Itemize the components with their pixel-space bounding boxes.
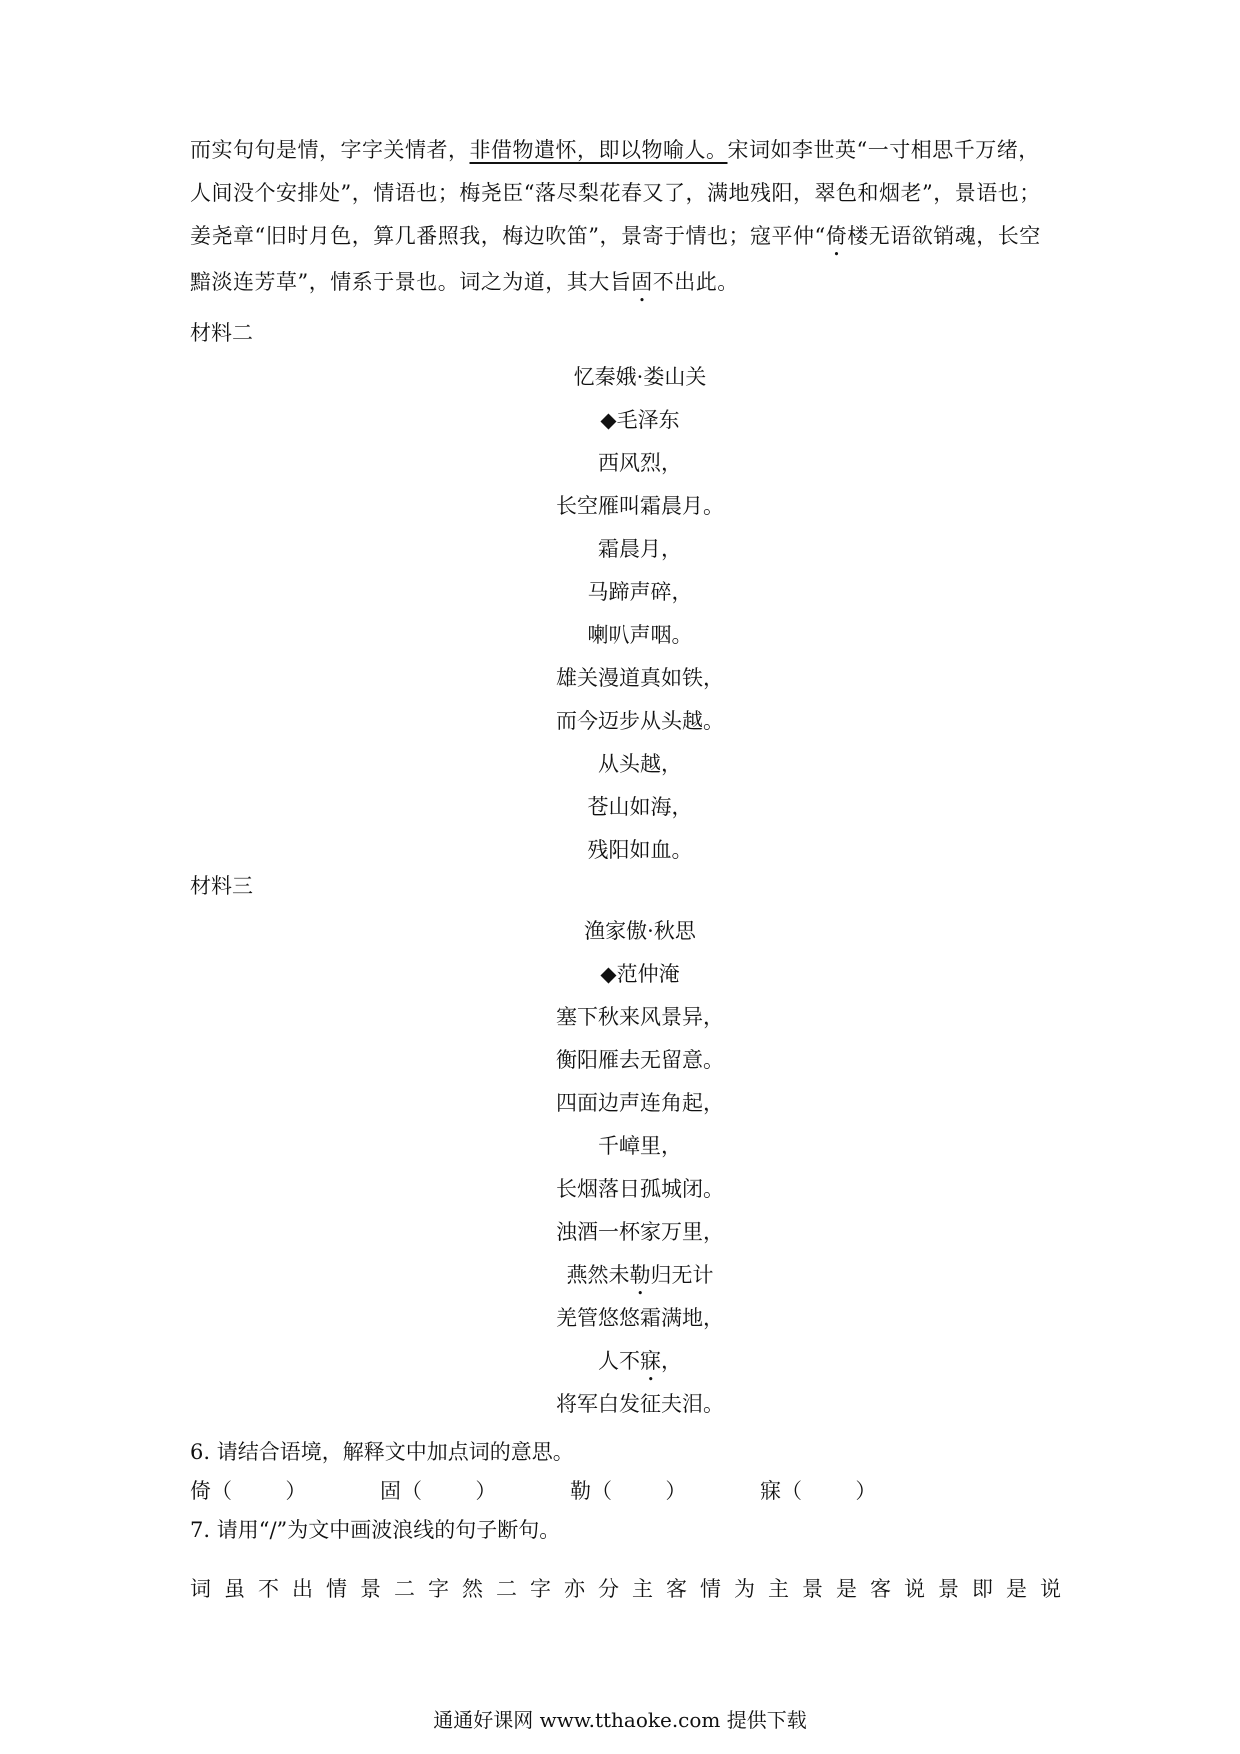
- poem-author: ◆范仲淹: [600, 962, 680, 986]
- poem-line: 雄关漫道真如铁，: [556, 666, 724, 690]
- poem-title: 忆秦娥·娄山关: [573, 365, 707, 389]
- poem-line: 长空雁叫霜晨月。: [556, 494, 724, 518]
- sentence-to-punctuate: 词虽不出情景二字然二字亦分主客情为主景是客说景即是说: [190, 1577, 1074, 1601]
- poem-line: 霜晨月，: [598, 537, 682, 561]
- footer-credit: 通通好课网 www.tthaoke.com 提供下载: [433, 1708, 807, 1732]
- poem-line: 千嶂里，: [598, 1134, 682, 1158]
- poem-title: 渔家傲·秋思: [584, 919, 696, 943]
- answer-blanks: [190, 1476, 950, 1506]
- poem-line: 从头越，: [598, 752, 682, 776]
- poem-line: [440, 1254, 840, 1297]
- poem-line: 而今迈步从头越。: [556, 709, 724, 733]
- passage-text: 而实句句是情，字字关情者，: [190, 138, 470, 162]
- poem-text: 归无计: [650, 1263, 714, 1287]
- underlined-phrase: 非借物遣怀，即以物喻人。: [469, 138, 728, 162]
- poem-text: ，: [661, 1349, 682, 1373]
- poem-line: 残阳如血。: [587, 838, 693, 862]
- poem-line: 喇叭声咽。: [587, 623, 693, 647]
- poem-line: 将军白发征夫泪。: [556, 1392, 724, 1416]
- poem-loushanguan: [440, 356, 840, 872]
- poem-line: 羌管悠悠霜满地，: [556, 1306, 724, 1330]
- blank-yi[interactable]: 倚（ ）: [190, 1479, 307, 1503]
- passage-paragraph: [190, 129, 1060, 307]
- dotted-word-gu: 固: [631, 270, 653, 294]
- poem-line: [440, 1340, 840, 1383]
- blank-mei[interactable]: 寐（ ）: [760, 1479, 877, 1503]
- dotted-word-mei: 寐: [640, 1349, 661, 1373]
- passage-text: 不出此。: [652, 270, 739, 294]
- dotted-word-yi: 倚: [825, 224, 848, 248]
- poem-line: 西风烈，: [598, 451, 682, 475]
- poem-author: ◆毛泽东: [600, 408, 680, 432]
- poem-line: 塞下秋来风景异，: [556, 1005, 724, 1029]
- material-three-label: 材料三: [190, 874, 253, 898]
- passage-text: 宋词如李世英“一寸相思千万绪，人间没个安排处”，情语也；梅尧臣“落尽梨花春又了，满地残阳，翠色和烟老”，景语也；姜尧章“旧时月色，算几番照我，梅边吹笛”，景寄于情也；寇平仲“: [190, 138, 1041, 248]
- blank-gu[interactable]: 固（ ）: [380, 1479, 497, 1503]
- poem-text: 人不: [598, 1349, 640, 1373]
- blank-le[interactable]: 勒（ ）: [570, 1479, 687, 1503]
- poem-line: 衡阳雁去无留意。: [556, 1048, 724, 1072]
- poem-line: 马蹄声碎，: [587, 580, 693, 604]
- dotted-word-le: 勒: [629, 1263, 651, 1287]
- poem-qiusi: [440, 910, 840, 1426]
- poem-line: 长烟落日孤城闭。: [556, 1177, 724, 1201]
- material-two-label: 材料二: [190, 321, 253, 345]
- poem-line: 苍山如海，: [587, 795, 693, 819]
- poem-line: 浊酒一杯家万里，: [556, 1220, 724, 1244]
- question-6: 6. 请结合语境，解释文中加点词的意思。: [190, 1440, 574, 1464]
- question-7: 7. 请用“/”为文中画波浪线的句子断句。: [190, 1518, 561, 1542]
- poem-text: 燕然未: [566, 1263, 630, 1287]
- poem-line: 四面边声连角起，: [556, 1091, 724, 1115]
- passage-text: 楼无语欲销魂，长空黯淡连芳草”，情系于景也。词之为道，其大旨: [190, 224, 1041, 294]
